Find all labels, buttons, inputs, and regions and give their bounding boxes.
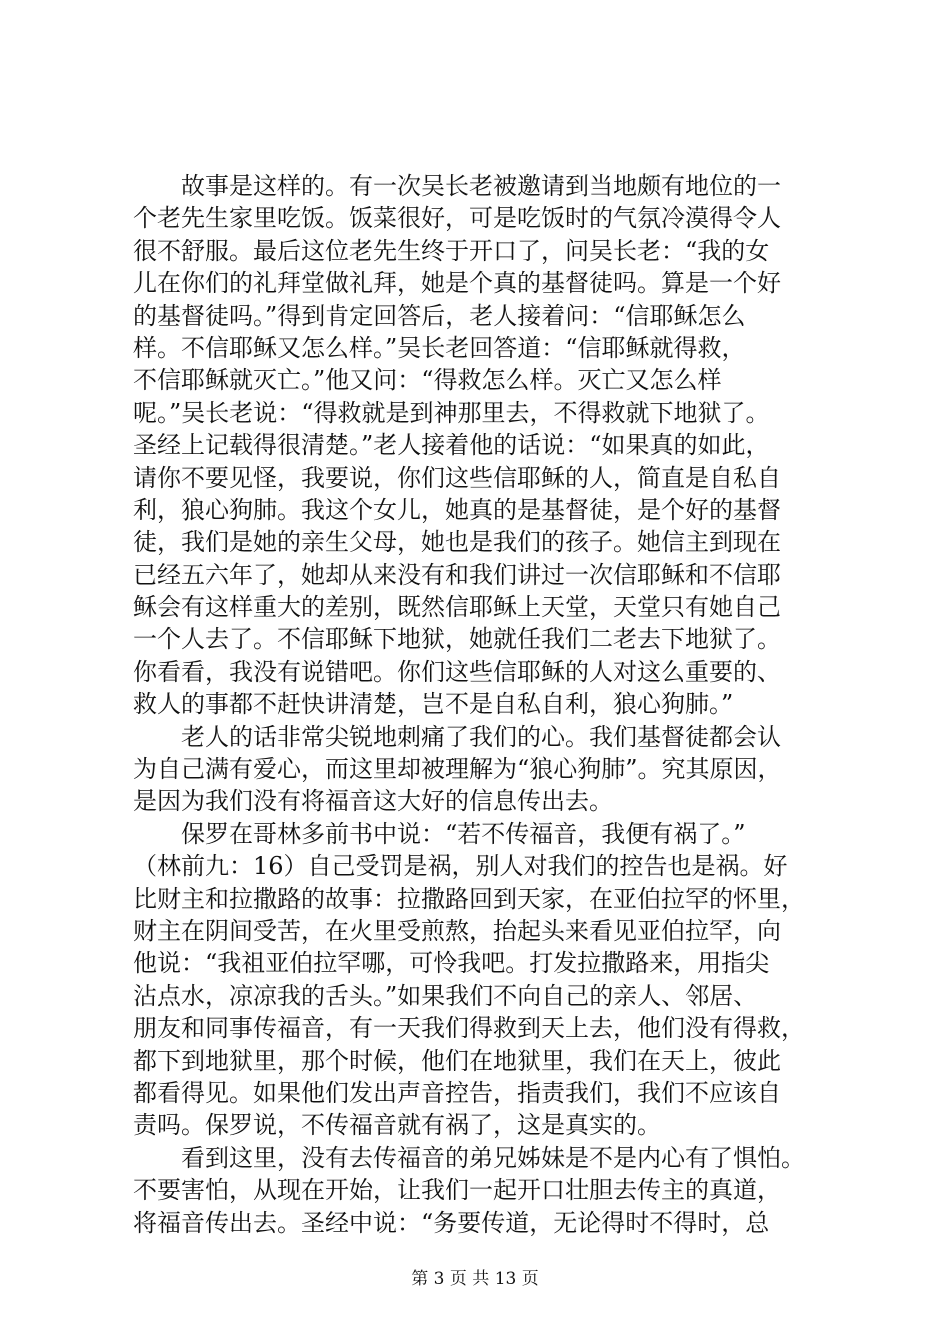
text-line: 个老先生家里吃饭。饭菜很好，可是吃饭时的气氛冷漠得令人: [133, 204, 781, 233]
text-line: 故事是这样的。有一次吴长老被邀请到当地颇有地位的一: [181, 172, 781, 200]
text-line: （林前九：16）自己受罚是祸，别人对我们的控告也是祸。好: [133, 852, 788, 881]
text-line: 他说：“我祖亚伯拉罕哪，可怜我吧。打发拉撒路来，用指尖: [133, 949, 770, 978]
text-line: 责吗。保罗说，不传福音就有祸了，这是真实的。: [133, 1111, 661, 1140]
text-line: 徒，我们是她的亲生父母，她也是我们的孩子。她信主到现在: [133, 528, 781, 557]
text-line: 是因为我们没有将福音这大好的信息传出去。: [133, 787, 613, 816]
text-line: 都看得见。如果他们发出声音控告，指责我们，我们不应该自: [133, 1078, 781, 1107]
text-line: 不要害怕，从现在开始，让我们一起开口壮胆去传主的真道，: [133, 1176, 781, 1205]
text-line: 救人的事都不赶快讲清楚，岂不是自私自利，狼心狗肺。”: [133, 690, 734, 719]
text-line: 圣经上记载得很清楚。”老人接着他的话说：“如果真的如此，: [133, 431, 770, 460]
text-line: 很不舒服。最后这位老先生终于开口了，问吴长老：“我的女: [133, 236, 770, 265]
text-line: 沾点水，凉凉我的舌头。”如果我们不向自己的亲人、邻居、: [133, 981, 758, 1010]
text-line: 财主在阴间受苦，在火里受煎熬，抬起头来看见亚伯拉罕，向: [133, 916, 781, 945]
text-line: 看到这里，没有去传福音的弟兄姊妹是不是内心有了惧怕。: [181, 1143, 805, 1172]
text-line: 已经五六年了，她却从来没有和我们讲过一次信耶稣和不信耶: [133, 560, 781, 589]
body-text: [133, 170, 833, 1239]
text-line: 都下到地狱里，那个时候，他们在地狱里，我们在天上，彼此: [133, 1046, 781, 1075]
text-line: 儿在你们的礼拜堂做礼拜，她是个真的基督徒吗。算是一个好: [133, 269, 781, 298]
text-line: 不信耶稣就灭亡。”他又问：“得救怎么样。灭亡又怎么样: [133, 366, 722, 395]
text-line: 比财主和拉撒路的故事：拉撒路回到天家，在亚伯拉罕的怀里，: [133, 884, 805, 913]
text-line: 一个人去了。不信耶稣下地狱，她就任我们二老去下地狱了。: [133, 625, 781, 654]
text-line: 稣会有这样重大的差别，既然信耶稣上天堂，天堂只有她自己: [133, 593, 781, 622]
text-line: 你看看，我没有说错吧。你们这些信耶稣的人对这么重要的、: [133, 657, 781, 686]
text-line: 老人的话非常尖锐地刺痛了我们的心。我们基督徒都会认: [181, 722, 781, 751]
page-footer: [0, 1268, 950, 1290]
text-line: 将福音传出去。圣经中说：“务要传道，无论得时不得时，总: [133, 1208, 770, 1237]
page-number-label: 第 3 页 共 13 页: [411, 1269, 539, 1289]
text-line: 朋友和同事传福音，有一天我们得救到天上去，他们没有得救，: [133, 1014, 805, 1043]
text-line: 利，狼心狗肺。我这个女儿，她真的是基督徒，是个好的基督: [133, 495, 781, 524]
text-line: 保罗在哥林多前书中说：“若不传福音，我便有祸了。”: [181, 819, 746, 848]
text-line: 样。不信耶稣又怎么样。”吴长老回答道：“信耶稣就得救，: [133, 333, 746, 362]
text-line: 请你不要见怪，我要说，你们这些信耶稣的人，简直是自私自: [133, 463, 781, 492]
text-line: 为自己满有爱心，而这里却被理解为“狼心狗肺”。究其原因，: [133, 755, 782, 784]
text-line: 呢。”吴长老说：“得救就是到神那里去，不得救就下地狱了。: [133, 398, 770, 427]
text-line: 的基督徒吗。”得到肯定回答后，老人接着问：“信耶稣怎么: [133, 301, 746, 330]
